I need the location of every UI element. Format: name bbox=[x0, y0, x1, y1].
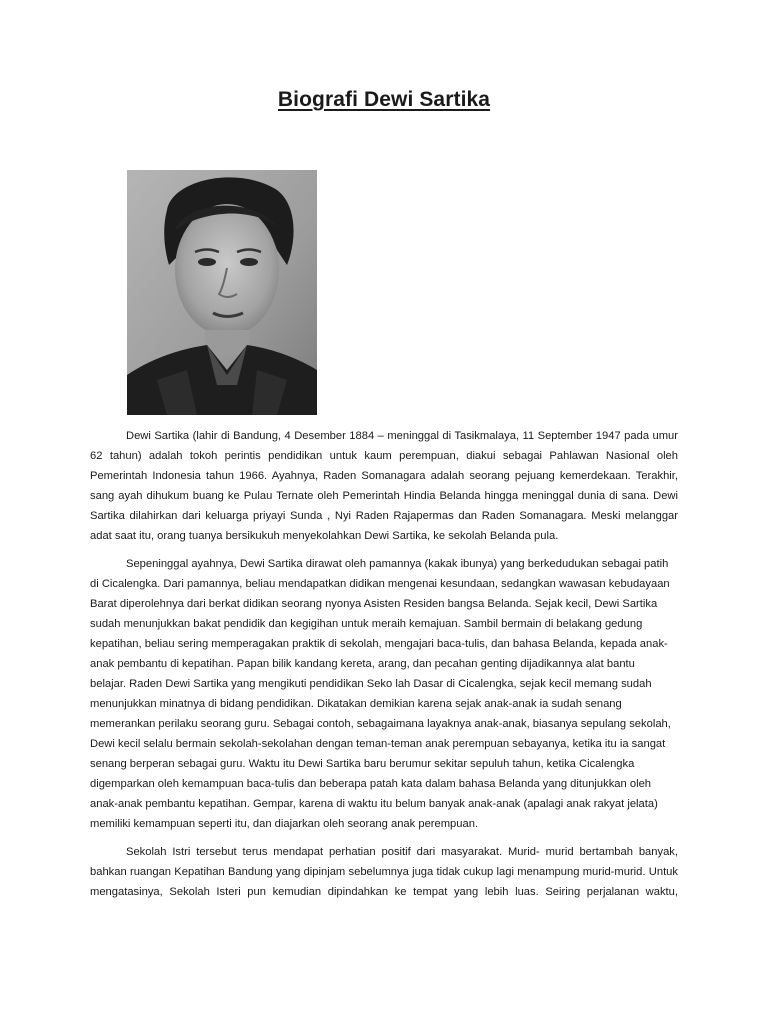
paragraph-2 bbox=[90, 554, 678, 834]
document-title: Biografi Dewi Sartika bbox=[277, 88, 491, 111]
paragraph-2-line: menunjukkan minatnya di bidang pendidikan. Dikatakan demikian karena sejak anak-anak ia sudah senang bbox=[90, 698, 622, 710]
paragraph-2-line: belajar. Raden Dewi Sartika yang mengikuti pendidikan Seko lah Dasar di Cicalengka, sejak kecil memang sudah bbox=[90, 678, 652, 690]
portrait-photo bbox=[127, 170, 317, 415]
paragraph-2-line: sudah menunjukkan bakat pendidik dan kegigihan untuk meraih kemajuan. Sambil bermain di belakang gedung bbox=[90, 618, 643, 630]
paragraph-2-line: kepatihan, beliau sering memperagakan praktik di sekolah, mengajari baca-tulis, dan bahasa Belanda, kepada anak- bbox=[90, 638, 668, 650]
paragraph-2-line: di Cicalengka. Dari pamannya, beliau mendapatkan didikan mengenai kesundaan, sedangkan wawasan kebudayaan bbox=[90, 578, 670, 590]
paragraph-2-line: senang berperan sebagai guru. Waktu itu Dewi Sartika baru berumur sekitar sepuluh tahun, ketika Cicalengka bbox=[90, 758, 635, 770]
paragraph-2-line: memiliki kemampuan seperti itu, dan diajarkan oleh seorang anak perempuan. bbox=[90, 818, 479, 830]
paragraph-2-line: Dewi kecil selalu bermain sekolah-sekolahan dengan teman-teman anak perempuan sebayanya, ketika itu ia sangat bbox=[90, 738, 666, 750]
paragraph-2-line: memerankan perilaku seorang guru. Sebagai contoh, sebagaimana layaknya anak-anak, biasanya sepulang sekolah, bbox=[90, 718, 671, 730]
paragraph-1: Dewi Sartika (lahir di Bandung, 4 Desember 1884 – meninggal di Tasikmalaya, 11 September 1947 pada umur 62 tahun) adalah tokoh perintis pendidikan untuk kaum perempuan, diakui sebagai Pahlawan Nasional oleh Pemerintah Indonesia tahun 1966. Ayahnya, Raden Somanagara adalah seorang pejuang kemerdekaan. Terakhir, sang ayah dihukum buang ke Pulau Ternate oleh Pemerintah Hindia Belanda hingga meninggal dunia di sana. Dewi Sartika dilahirkan dari keluarga priyayi Sunda , Nyi Raden Rajapermas dan Raden Somanagara. Meski melanggar adat saat itu, orang tuanya bersikukuh menyekolahkan Dewi Sartika, ke sekolah Belanda pula. bbox=[90, 430, 678, 542]
paragraph-3: Sekolah Istri tersebut terus mendapat perhatian positif dari masyarakat. Murid- murid bertambah banyak, bahkan ruangan Kepatihan Bandung yang dipinjam sebelumnya juga tidak cukup lagi menampung murid-murid. Untuk mengatasinya, Sekolah Isteri pun kemudian dipindahkan ke tempat yang lebih luas. Seiring perjalanan waktu, bbox=[90, 846, 678, 898]
paragraph-2-line: anak pembantu di kepatihan. Papan bilik kandang kereta, arang, dan pecahan genting dijadikannya alat bantu bbox=[90, 658, 635, 670]
paragraph-2-line: anak-anak pembantu kepatihan. Gempar, karena di waktu itu belum banyak anak-anak (apalagi anak rakyat jelata) bbox=[90, 798, 658, 810]
paragraph-2-line: digemparkan oleh kemampuan baca-tulis dan beberapa patah kata dalam bahasa Belanda yang ditunjukkan oleh bbox=[90, 778, 652, 790]
paragraph-2-line: Sepeninggal ayahnya, Dewi Sartika dirawat oleh pamannya (kakak ibunya) yang berkedudukan sebagai patih bbox=[126, 558, 669, 570]
document-body bbox=[90, 426, 678, 910]
paragraph-2-line: Barat diperolehnya dari berkat didikan seorang nyonya Asisten Residen bangsa Belanda. Sejak kecil, Dewi Sartika bbox=[90, 598, 658, 610]
portrait-image bbox=[127, 170, 317, 415]
